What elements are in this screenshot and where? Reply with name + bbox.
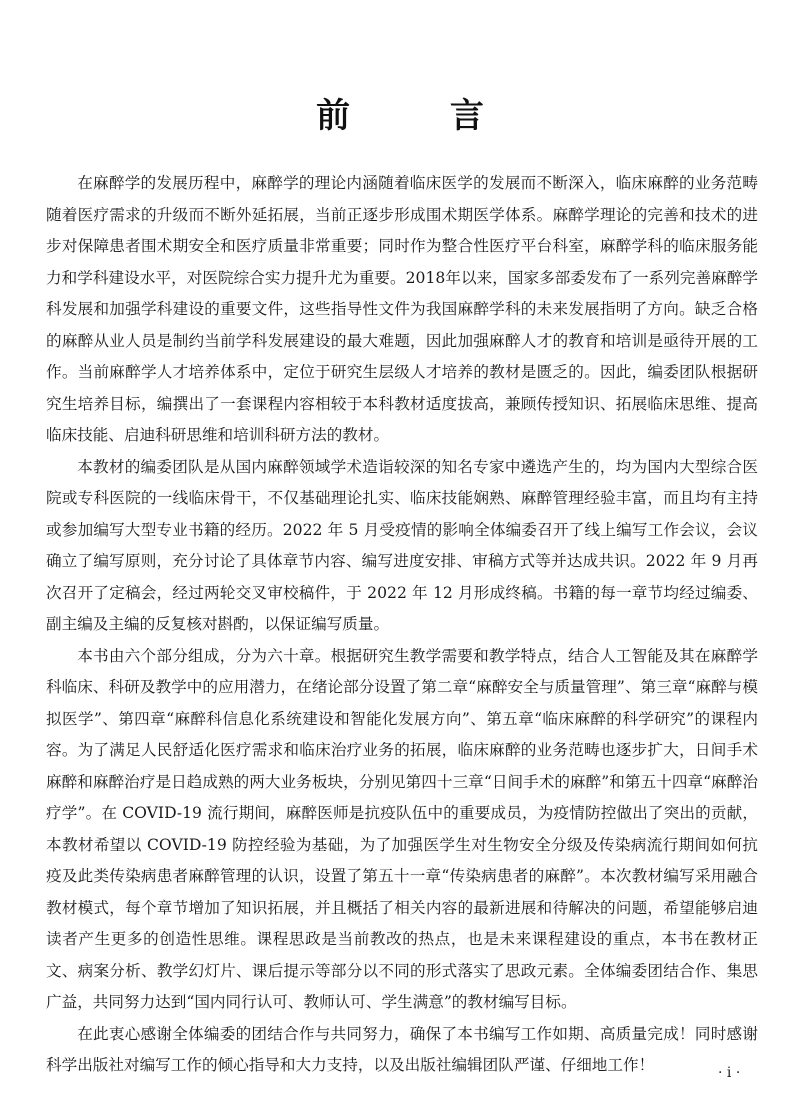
page-number: · i · [718,1065,741,1081]
paragraph: 本书由六个部分组成，分为六十章。根据研究生教学需要和教学特点，结合人工智能及其在麻醉学科临床、科研及教学中的应用潜力，在绪论部分设置了第二章“麻醉安全与质量管理”、第三章“麻醉与模拟医学”、第四章“麻醉科信息化系统建设和智能化发展方向”、第五章“临床麻醉的科学研究”的课程内容。为了满足人民舒适化医疗需求和临床治疗业务的拓展，临床麻醉的业务范畴也逐步扩大，日间手术麻醉和麻醉治疗是日趋成熟的两大业务板块，分别见第四十三章“日间手术的麻醉”和第五十四章“麻醉治疗学”。在 COVID-19 流行期间，麻醉医师是抗疫队伍中的重要成员，为疫情防控做出了突出的贡献，本教材希望以 COVID-19 防控经验为基础，为了加强医学生对生物安全分级及传染病流行期间如何抗疫及此类传染病患者麻醉管理的认识，设置了第五十一章“传染病患者的麻醉”。本次教材编写采用融合教材模式，每个章节增加了知识拓展，并且概括了相关内容的最新进展和待解决的问题，希望能够启迪读者产生更多的创造性思维。课程思政是当前教改的热点，也是未来课程建设的重点，本书在教材正文、病案分析、教学幻灯片、课后提示等部分以不同的形式落实了思政元素。全体编委团结合作、集思广益，共同努力达到“国内同行认可、教师认可、学生满意”的教材编写目标。 [46,646,758,1011]
paragraph: 本教材的编委团队是从国内麻醉领域学术造诣较深的知名专家中遴选产生的，均为国内大型综合医院或专科医院的一线临床骨干，不仅基础理论扎实、临床技能娴熟、麻醉管理经验丰富，而且均有主持或参加编写大型专业书籍的经历。2022 年 5 月受疫情的影响全体编委召开了线上编写工作会议，会议确立了编写原则，充分讨论了具体章节内容、编写进度安排、审稿方式等并达成共识。2022 年 9 月再次召开了定稿会，经过两轮交叉审校稿件，于 2022 年 12 月形成终稿。书籍的每一章节均经过编委、副主编及主编的反复核对斟酌，以保证编写质量。 [46,457,758,633]
page-title: 前 言 [316,96,528,136]
paragraph: 在此衷心感谢全体编委的团结合作与共同努力，确保了本书编写工作如期、高质量完成！同时感谢科学出版社对编写工作的倾心指导和大力支持，以及出版社编辑团队严谨、仔细地工作！ [46,1024,758,1074]
preface-body [46,168,758,1082]
paragraph: 在麻醉学的发展历程中，麻醉学的理论内涵随着临床医学的发展而不断深入，临床麻醉的业务范畴随着医疗需求的升级而不断外延拓展，当前正逐步形成围术期医学体系。麻醉学理论的完善和技术的进步对保障患者围术期安全和医疗质量非常重要；同时作为整合性医疗平台科室，麻醉学科的临床服务能力和学科建设水平，对医院综合实力提升尤为重要。2018年以来，国家多部委发布了一系列完善麻醉学科发展和加强学科建设的重要文件，这些指导性文件为我国麻醉学科的未来发展指明了方向。缺乏合格的麻醉从业人员是制约当前学科发展建设的最大难题，因此加强麻醉人才的教育和培训是亟待开展的工作。当前麻醉学人才培养体系中，定位于研究生层级人才培养的教材是匮乏的。因此，编委团队根据研究生培养目标，编撰出了一套课程内容相较于本科教材适度拔高，兼顾传授知识、拓展临床思维、提高临床技能、启迪科研思维和培训科研方法的教材。 [46,174,758,444]
